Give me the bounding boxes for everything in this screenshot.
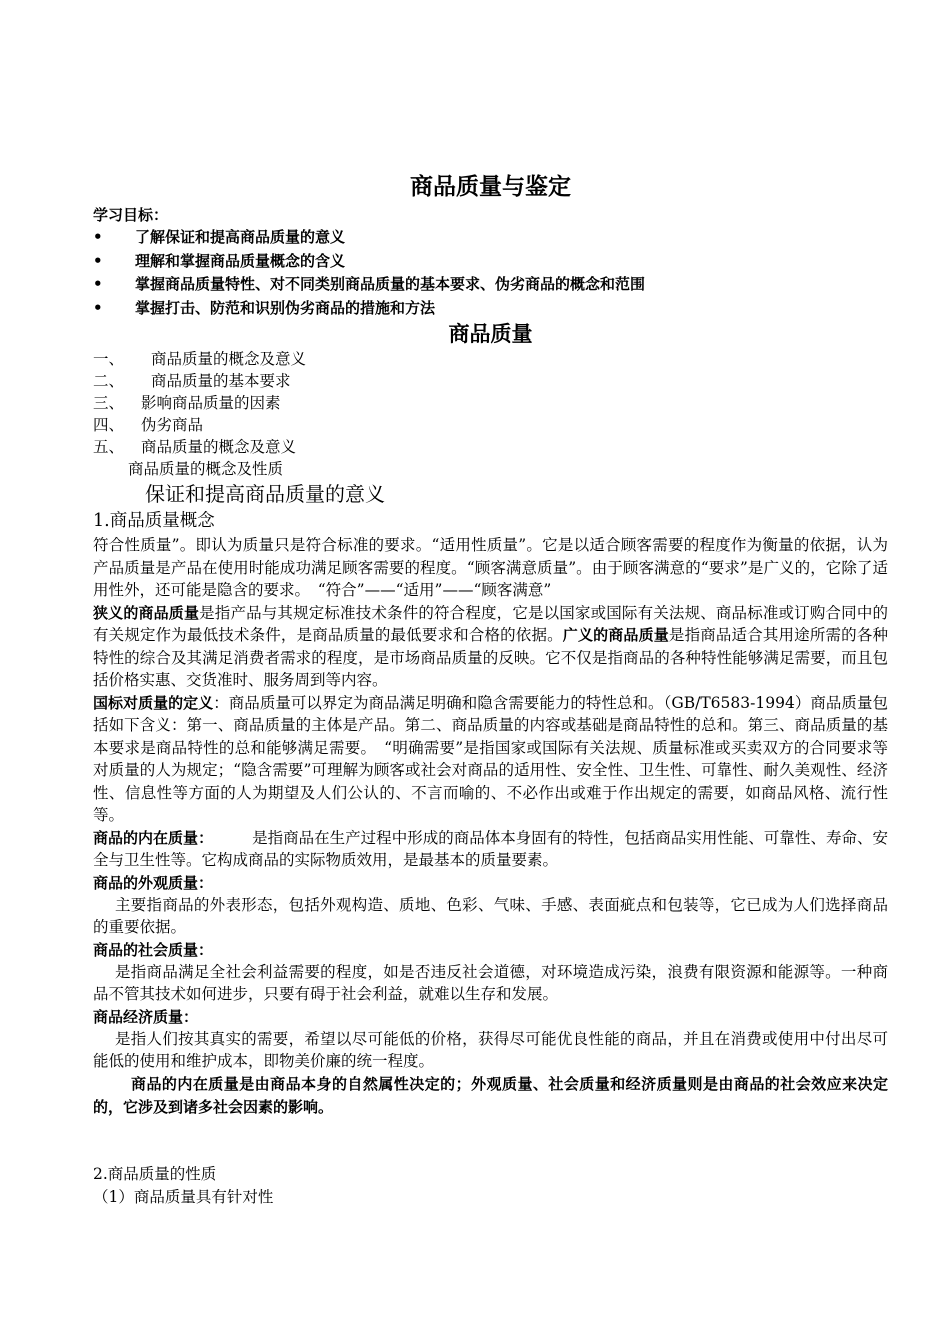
outline-item: 五、 商品质量的概念及意义 xyxy=(93,438,297,456)
heading-significance: 保证和提高商品质量的意义 xyxy=(145,482,385,506)
section-title: 商品质量 xyxy=(448,322,533,346)
paragraph-intl-definition: 国标对质量的定义：商品质量可以界定为商品满足明确和隐含需要能力的特性总和。（GB/T6583-1994）商品质量包括如下含义：第一、商品质量的主体是产品。第二、商品质量的内容或基础是商品特性的总和。第三、商品质量的基本要求是商品特性的总和能够满足需要。 “明确需要”是指国家或国际有关法规、质量标准或买卖双方的合同要求等对质量的人为规定；“隐含需要”可理解为顾客或社会对商品的适用性、安全性、卫生性、可靠性、耐久美观性、经济性、信息性等方面的人为期望及人们公认的、不言而喻的、不必作出或难于作出规定的需要，如商品风格、流行性等。 xyxy=(93,693,888,824)
document-title: 商品质量与鉴定 xyxy=(410,174,571,200)
bullet-icon: • xyxy=(93,251,103,270)
outline-item: 二、 商品质量的基本要求 xyxy=(93,372,291,390)
term-intl: 国标对质量的定义 xyxy=(93,693,214,712)
paragraph-summary: 商品的内在质量是由商品本身的自然属性决定的；外观质量、社会质量和经济质量则是由商品的社会效应来决定的，它涉及到诸多社会因素的影响。 xyxy=(93,1074,888,1116)
paragraph-narrow-broad: 狭义的商品质量是指产品与其规定标准技术条件的符合程度，它是以国家或国际有关法规、商品标准或订购合同中的有关规定作为最低技术条件，是商品质量的最低要求和合格的依据。广义的商品质量是指商品适合其用途所需的各种特性的综合及其满足消费者需求的程度，是市场商品质量的反映。它不仅是指商品的各种特性能够满足需要，而且包括价格实惠、交货准时、服务周到等内容。 xyxy=(93,603,888,689)
heading-concept: 1.商品质量概念 xyxy=(93,511,215,531)
objective-item: • 掌握商品质量特性、对不同类别商品质量的基本要求、伪劣商品的概念和范围 xyxy=(93,273,888,297)
objective-item: • 理解和掌握商品质量概念的含义 xyxy=(93,250,888,274)
term-narrow: 狭义的商品质量 xyxy=(93,603,200,622)
outline-item: 一、 商品质量的概念及意义 xyxy=(93,350,307,368)
bullet-icon: • xyxy=(93,275,103,293)
paragraph-inner-quality: 商品的内在质量： 是指商品在生产过程中形成的商品体本身固有的特性，包括商品实用性能、可靠性、寿命、安全与卫生性等。它构成商品的实际物质效用，是最基本的质量要素。 xyxy=(93,828,888,869)
bullet-icon: • xyxy=(93,228,103,246)
term-broad: 广义的商品质量 xyxy=(562,626,669,644)
objective-item: • 掌握打击、防范和识别伪劣商品的措施和方法 xyxy=(93,297,888,321)
objectives-list xyxy=(93,226,888,320)
heading-nature: 2.商品质量的性质 xyxy=(93,1164,217,1183)
term-economic: 商品经济质量： xyxy=(93,1007,199,1026)
objective-item: • 了解保证和提高商品质量的意义 xyxy=(93,226,888,250)
outline-list xyxy=(93,348,888,458)
term-social: 商品的社会质量： xyxy=(93,940,214,959)
document-page xyxy=(93,170,888,1209)
paragraph-outer-quality: 主要指商品的外表形态，包括外观构造、质地、色彩、气味、手感、表面疵点和包装等，它已成为人们选择商品的重要依据。 xyxy=(93,895,888,936)
outline-item: 四、 伪劣商品 xyxy=(93,416,204,434)
nature-item-1: （1）商品质量具有针对性 xyxy=(93,1187,274,1206)
outline-subitem: 商品质量的概念及性质 xyxy=(128,460,284,478)
term-inner: 商品的内在质量： xyxy=(93,828,206,847)
bullet-icon: • xyxy=(93,298,103,317)
paragraph-economic-quality: 是指人们按其真实的需要，希望以尽可能低的价格，获得尽可能优良性能的商品，并且在消费或使用中付出尽可能低的使用和维护成本，即物美价廉的统一程度。 xyxy=(93,1029,888,1070)
paragraph-social-quality: 是指商品满足全社会利益需要的程度，如是否违反社会道德，对环境造成污染，浪费有限资源和能源等。一种商品不管其技术如何进步，只要有碍于社会利益，就难以生存和发展。 xyxy=(93,962,888,1003)
objectives-label: 学习目标： xyxy=(93,206,169,224)
outline-item: 三、 影响商品质量的因素 xyxy=(93,394,281,412)
paragraph-conformance: 符合性质量”。即认为质量只是符合标准的要求。“适用性质量”。它是以适合顾客需要的程度作为衡量的依据，认为产品质量是产品在使用时能成功满足顾客需要的程度。“顾客满意质量”。由于顾客满意的“要求”是广义的，它除了适用性外，还可能是隐含的要求。 “符合”——“适用”——“顾客满意” xyxy=(93,536,888,599)
term-outer: 商品的外观质量： xyxy=(93,873,214,892)
